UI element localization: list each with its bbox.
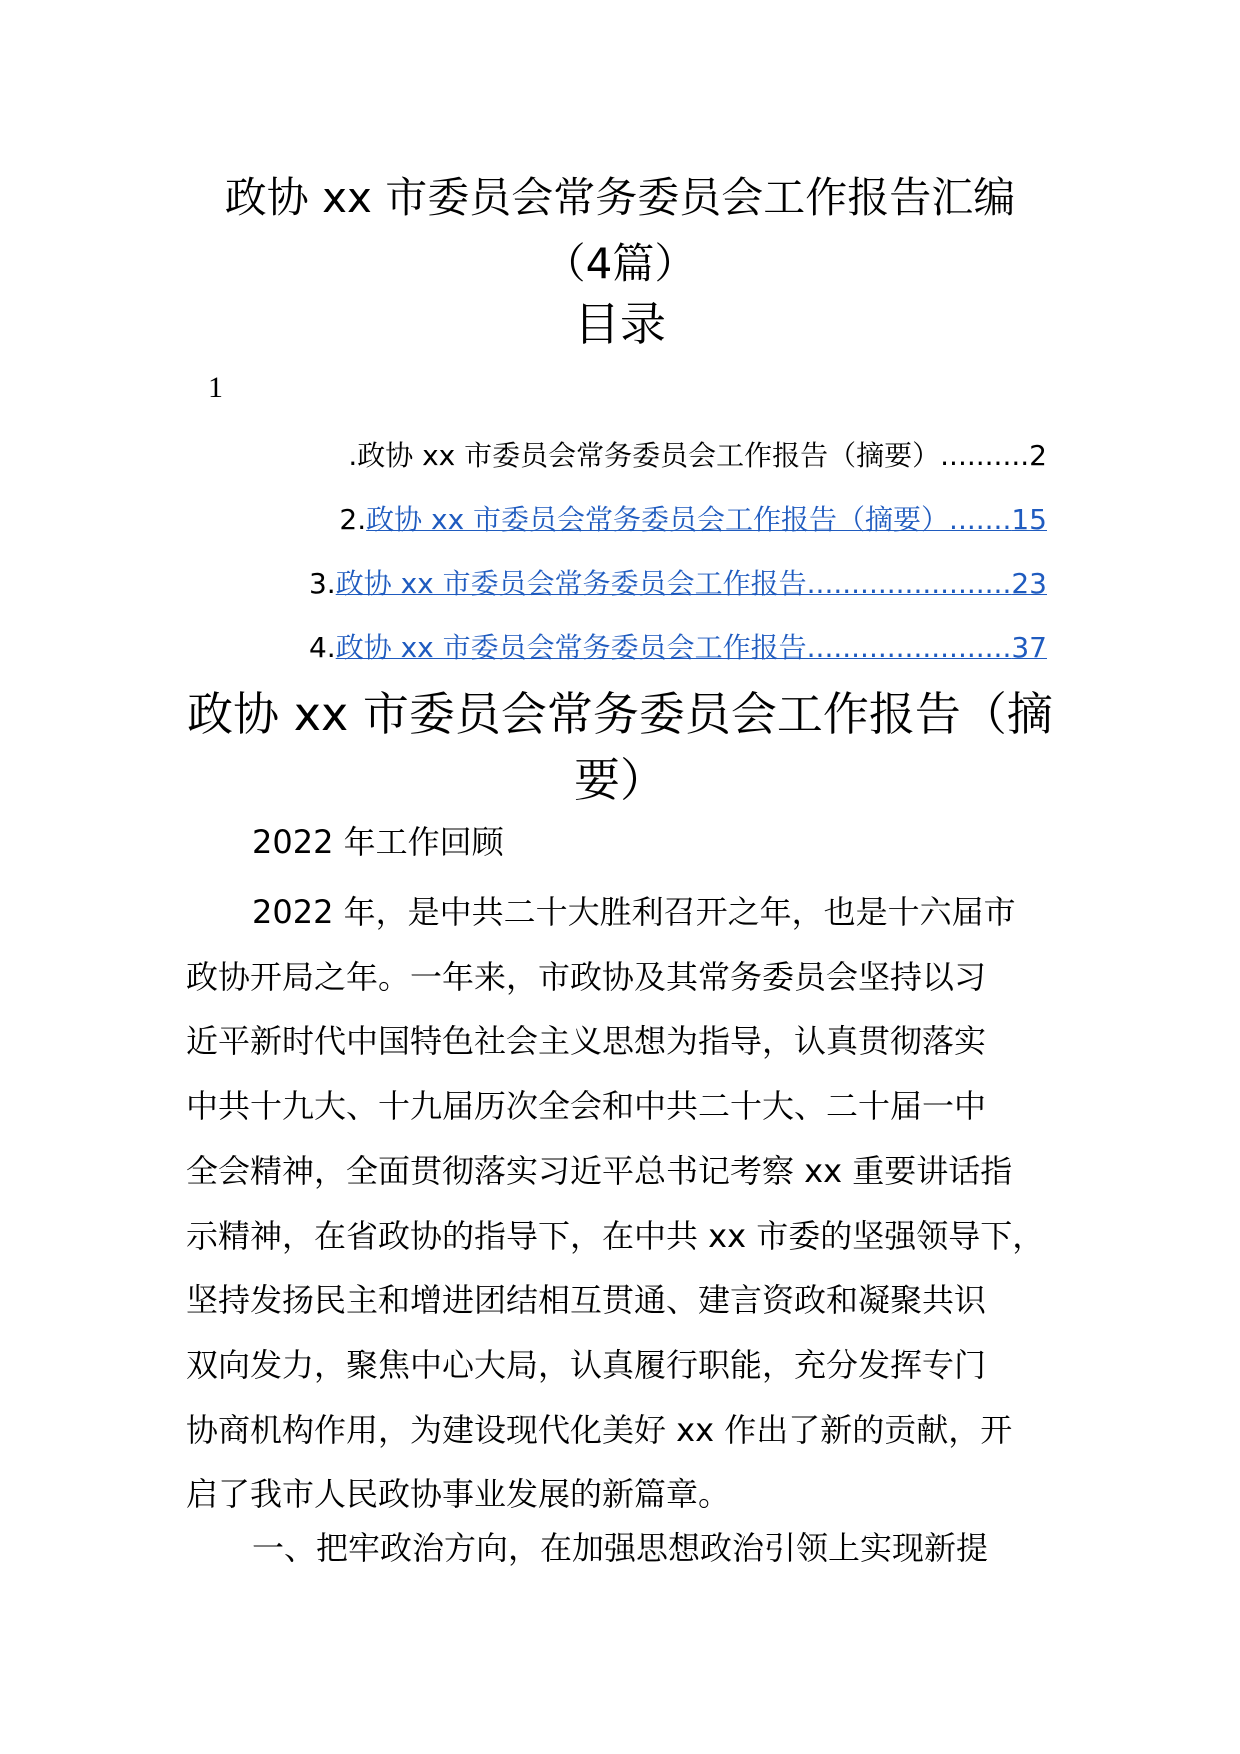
- toc-entry-number: 2.: [339, 503, 367, 536]
- paragraph-line: 协商机构作用，为建设现代化美好 xx 作出了新的贡献，开: [186, 1410, 1013, 1449]
- body-paragraph: [186, 880, 1086, 1527]
- paragraph-line: 政协开局之年。一年来，市政协及其常务委员会坚持以习: [186, 957, 987, 996]
- toc-entry-page: 2: [1029, 439, 1047, 472]
- toc-leading-number: 1: [208, 371, 223, 404]
- section-one-heading: 一、把牢政治方向，在加强思想政治引领上实现新提: [252, 1529, 989, 1567]
- paragraph-line: 启了我市人民政协事业发展的新篇章。: [186, 1475, 731, 1514]
- toc-link-2[interactable]: 政协 xx 市委员会常务委员会工作报告（摘要）.......15: [366, 503, 1047, 536]
- section-title-continued: 要）: [574, 753, 666, 807]
- toc-entry-1[interactable]: [0, 436, 1047, 476]
- section-title: 政协 xx 市委员会常务委员会工作报告（摘: [187, 687, 1053, 741]
- toc-link-3[interactable]: 政协 xx 市委员会常务委员会工作报告.......................23: [335, 567, 1047, 600]
- toc-entry-3[interactable]: [0, 564, 1047, 604]
- toc-entry-number: 3.: [308, 567, 336, 600]
- toc-entry-number: 4.: [308, 631, 336, 664]
- paragraph-line: 2022 年，是中共二十大胜利召开之年，也是十六届市: [252, 893, 1016, 931]
- document-title: 政协 xx 市委员会常务委员会工作报告汇编: [224, 173, 1016, 222]
- toc-entry-2[interactable]: [0, 500, 1047, 540]
- toc-heading: 目录: [574, 297, 666, 351]
- paragraph-line: 坚持发扬民主和增进团结相互贯通、建言资政和凝聚共识: [186, 1281, 987, 1320]
- toc-entry-title: .政协 xx 市委员会常务委员会工作报告（摘要）..........: [348, 439, 1030, 472]
- paragraph-line: 全会精神，全面贯彻落实习近平总书记考察 xx 重要讲话指: [186, 1151, 1013, 1190]
- toc-entry-4[interactable]: [0, 628, 1047, 668]
- paragraph-line: 近平新时代中国特色社会主义思想为指导，认真贯彻落实: [186, 1022, 987, 1061]
- paragraph-line: 双向发力，聚焦中心大局，认真履行职能，充分发挥专门: [186, 1345, 987, 1384]
- paragraph-line: 示精神，在省政协的指导下，在中共 xx 市委的坚强领导下，: [186, 1216, 1045, 1255]
- paragraph-line: 中共十九大、十九届历次全会和中共二十大、二十届一中: [186, 1087, 987, 1126]
- toc-link-4[interactable]: 政协 xx 市委员会常务委员会工作报告.......................37: [335, 631, 1047, 664]
- document-title-count: （4篇）: [543, 239, 697, 288]
- subheading: 2022 年工作回顾: [252, 823, 504, 861]
